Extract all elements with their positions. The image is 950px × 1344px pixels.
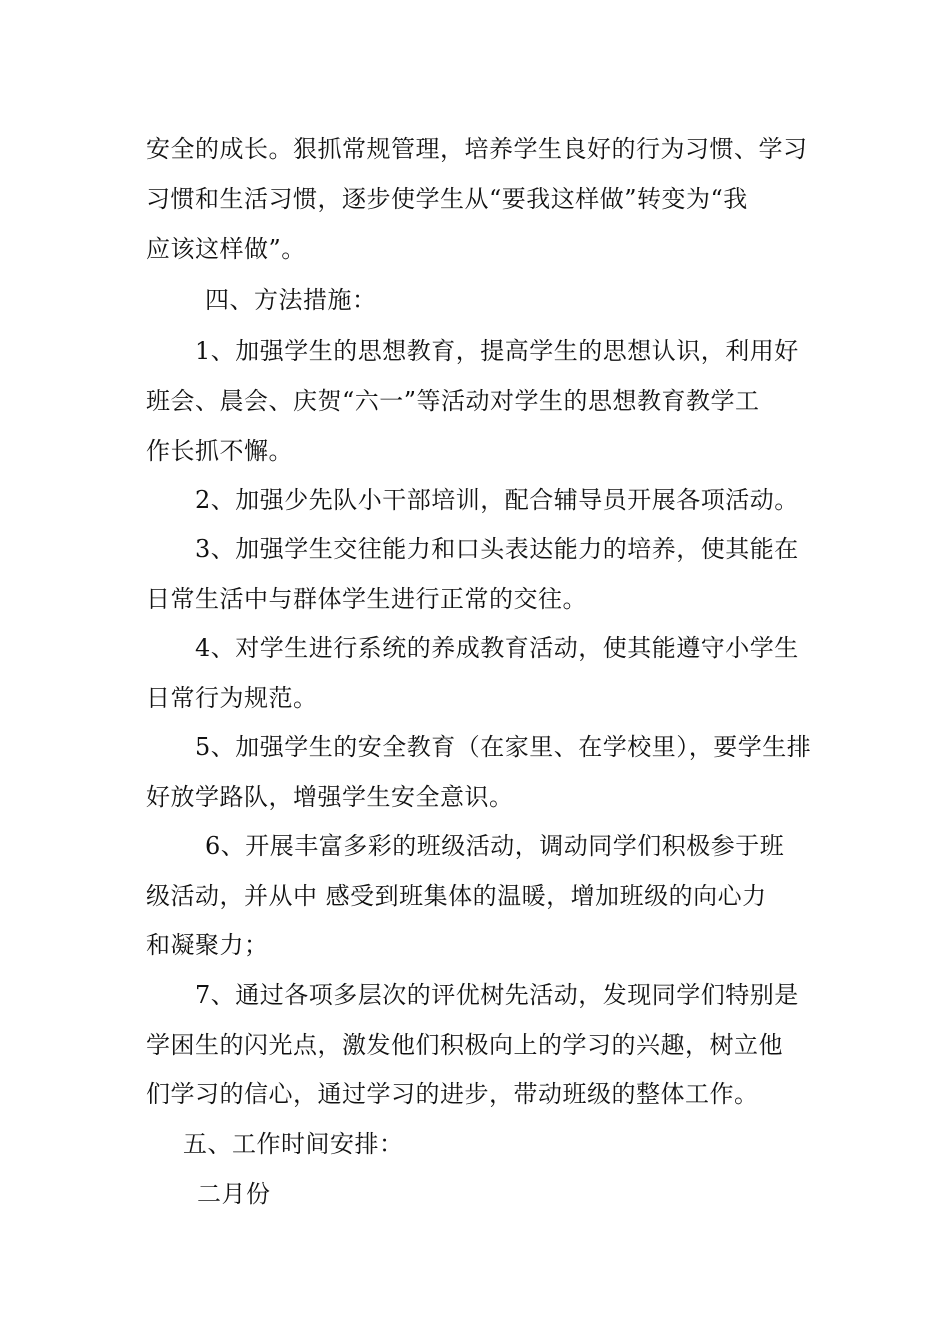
list-item-7: 7、通过各项多层次的评优树先活动，发现同学们特别是 [195, 981, 799, 1009]
body-line: 日常生活中与群体学生进行正常的交往。 [146, 585, 587, 613]
list-item-6: 6、开展丰富多彩的班级活动，调动同学们积极参于班 [205, 832, 785, 860]
list-item-1: 1、加强学生的思想教育，提高学生的思想认识，利用好 [195, 337, 799, 365]
body-line: 级活动，并从中 感受到班集体的温暖，增加班级的向心力 [146, 882, 767, 910]
section-heading-methods: 四、方法措施： [205, 286, 377, 314]
body-line: 们学习的信心，通过学习的进步，带动班级的整体工作。 [146, 1080, 759, 1108]
list-item-2: 2、加强少先队小干部培训，配合辅导员开展各项活动。 [195, 486, 799, 514]
list-item-3: 3、加强学生交往能力和口头表达能力的培养，使其能在 [195, 535, 799, 563]
body-line: 安全的成长。狠抓常规管理，培养学生良好的行为习惯、学习 [146, 135, 808, 163]
body-line: 作长抓不懈。 [146, 437, 293, 465]
body-line: 好放学路队，增强学生安全意识。 [146, 783, 514, 811]
list-item-4: 4、对学生进行系统的养成教育活动，使其能遵守小学生 [195, 634, 799, 662]
body-line: 和凝聚力； [146, 931, 269, 959]
body-line: 日常行为规范。 [146, 684, 318, 712]
body-line: 习惯和生活习惯，逐步使学生从“要我这样做”转变为“我 [146, 185, 748, 213]
body-line: 学困生的闪光点，激发他们积极向上的学习的兴趣，树立他 [146, 1031, 783, 1059]
list-item-5: 5、加强学生的安全教育（在家里、在学校里），要学生排 [195, 733, 812, 761]
body-line: 班会、晨会、庆贺“六一”等活动对学生的思想教育教学工 [146, 387, 760, 415]
body-line: 应该这样做”。 [146, 235, 306, 263]
month-heading: 二月份 [197, 1180, 271, 1208]
section-heading-schedule: 五、工作时间安排： [183, 1130, 404, 1158]
